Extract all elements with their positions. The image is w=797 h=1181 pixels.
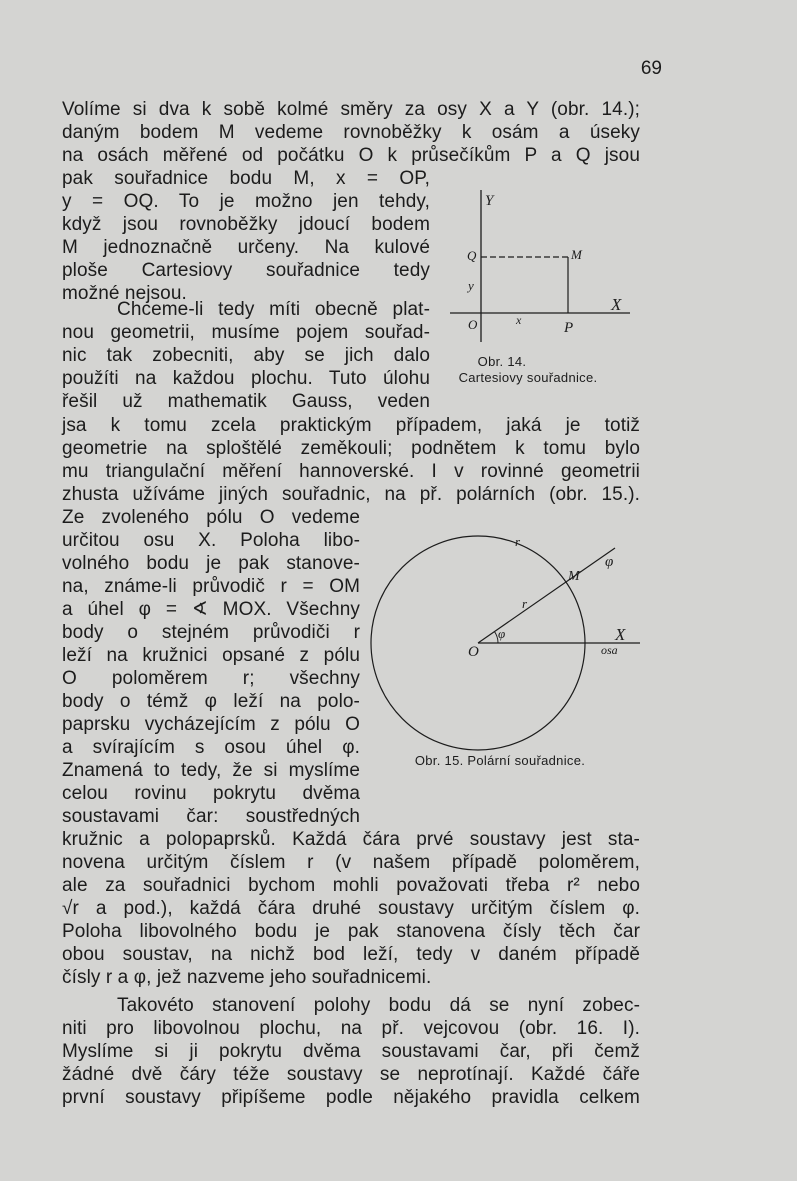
label-M: M [571, 247, 582, 262]
text-line: ploše Cartesiovy souřadnice tedy [62, 260, 430, 281]
label-Y: Y [485, 193, 494, 209]
text-line: žádné dvě čáry téže soustavy se neprotínají. Každé čáře [62, 1064, 640, 1085]
label-X: X [611, 295, 622, 314]
text-line: na osách měřené od počátku O k průsečíkům P a Q jsou [62, 145, 640, 166]
text-line: a úhel φ = ∢ MOX. Všechny [62, 599, 360, 620]
text-line: Takovéto stanovení polohy bodu dá se nyní zobec- [117, 995, 640, 1016]
text-line: geometrie na sploštělé zeměkouli; podnětem k tomu bylo [62, 438, 640, 459]
text-line: Volíme si dva k sobě kolmé směry za osy X a Y (obr. 14.); [62, 99, 640, 120]
text-line: volného bodu je pak stanove- [62, 553, 360, 574]
text-line: řešil už mathematik Gauss, veden [62, 391, 430, 412]
text-line: čísly r a φ, jež nazveme jeho souřadnicemi. [62, 967, 432, 988]
text-line: √r a pod.), každá čára druhé soustavy určitým číslem φ. [62, 898, 640, 919]
text-line: M jednoznačně určeny. Na kulové [62, 237, 430, 258]
text-line: novena určitým číslem r (v našem případě poloměrem, [62, 852, 640, 873]
text-line: obou soustav, na nichž bod leží, tedy v daném případě [62, 944, 640, 965]
label-M: M [568, 569, 580, 584]
text-line: daným bodem M vedeme rovnoběžky k osám a úseky [62, 122, 640, 143]
text-line: O poloměrem r; všechny [62, 668, 360, 689]
label-X: X [615, 625, 626, 644]
text-line: paprsku vycházejícím z pólu O [62, 714, 360, 735]
text-line: kružnic a polopaprsků. Každá čára prvé soustavy jest sta- [62, 829, 640, 850]
figure-15-polar [365, 528, 665, 758]
label-O: O [468, 644, 479, 660]
text-line: soustavami čar: soustředných [62, 806, 360, 827]
figure-15-caption: Obr. 15. Polární souřadnice. [414, 753, 586, 768]
label-Q: Q [467, 248, 477, 263]
text-line: první soustavy připíšeme podle nějakého pravidla celkem [62, 1087, 640, 1108]
text-line: pak souřadnice bodu M, x = OP, [62, 168, 430, 189]
label-P: P [564, 320, 574, 336]
figure-14-number: Obr. 14. [477, 354, 527, 369]
text-line: y = OQ. To je možno jen tehdy, [62, 191, 430, 212]
text-line: ale za souřadnici bychom mohli považovati třeba r² nebo [62, 875, 640, 896]
label-x: x [516, 313, 522, 327]
text-line: nou geometrii, musíme pojem souřad- [62, 322, 430, 343]
text-line: Poloha libovolného bodu je pak stanovena čísly těch čar [62, 921, 640, 942]
text-line: Znamená to tedy, že si myslíme [62, 760, 360, 781]
label-phi-out: φ [605, 554, 614, 570]
text-line: body o témž φ leží na polo- [62, 691, 360, 712]
text-line: a svírajícím s osou úhel φ. [62, 737, 360, 758]
text-line: když jsou rovnoběžky jdoucí bodem [62, 214, 430, 235]
text-line: Myslíme si ji pokrytu dvěma soustavami čar, při čemž [62, 1041, 640, 1062]
page-number: 69 [640, 58, 662, 79]
text-line: body o stejném průvodiči r [62, 622, 360, 643]
text-line: Chceme-li tedy míti obecně plat- [117, 299, 430, 320]
text-line: určitou osu X. Poloha libo- [62, 530, 360, 551]
text-line: použíti na každou plochu. Tuto úlohu [62, 368, 430, 389]
text-line: možné nejsou. [62, 283, 187, 304]
label-y: y [468, 278, 474, 293]
text-line: celou rovinu pokrytu dvěma [62, 783, 360, 804]
text-line: jsa k tomu zcela praktickým případem, jaká je totiž [62, 415, 640, 436]
text-line: leží na kružnici opsané z pólu [62, 645, 360, 666]
figure-14-caption: Cartesiovy souřadnice. [458, 370, 598, 385]
label-r-top: r [515, 534, 521, 549]
label-phi-in: φ [498, 626, 506, 641]
label-osa: osa [601, 643, 618, 657]
label-O: O [468, 317, 478, 332]
text-line: mu triangulační měření hannoverské. I v rovinné geometrii [62, 461, 640, 482]
text-line: zhusta užíváme jiných souřadnic, na př. polárních (obr. 15.). [62, 484, 640, 505]
text-line: Ze zvoleného pólu O vedeme [62, 507, 360, 528]
text-line: na, známe-li průvodič r = OM [62, 576, 360, 597]
text-line: niti pro libovolnou plochu, na př. vejcovou (obr. 16. I). [62, 1018, 640, 1039]
label-r-mid: r [522, 596, 528, 611]
figure-14-cartesian [440, 180, 640, 340]
text-line: nic tak zobecniti, aby se jich dalo [62, 345, 430, 366]
